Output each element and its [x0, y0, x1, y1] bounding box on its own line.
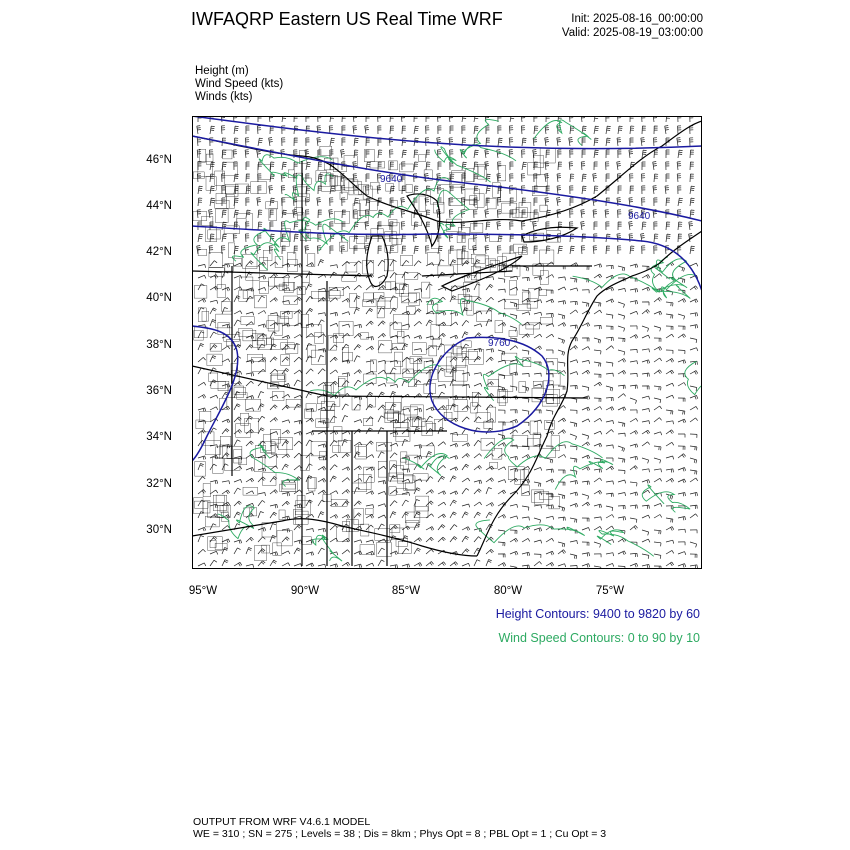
lat-label: 30°N: [146, 524, 172, 536]
lat-label: 46°N: [146, 154, 172, 166]
field-label-winds: Winds (kts): [195, 91, 253, 103]
valid-time: Valid: 2025-08-19_03:00:00: [561, 27, 703, 39]
lat-label: 32°N: [146, 478, 172, 490]
weather-map: [192, 116, 702, 569]
contour-label: 9640: [380, 174, 403, 185]
model-info-line-2: WE = 310 ; SN = 275 ; Levels = 38 ; Dis = 8km ; Phys Opt = 8 ; PBL Opt = 1 ; Cu Opt = 3: [193, 828, 607, 840]
field-label-height: Height (m): [195, 65, 249, 77]
lat-label: 36°N: [146, 385, 172, 397]
map-title: IWFAQRP Eastern US Real Time WRF: [191, 9, 503, 29]
init-time: Init: 2025-08-16_00:00:00: [571, 13, 703, 25]
contour-label: 9760: [488, 338, 511, 349]
lat-label: 34°N: [146, 431, 172, 443]
lat-label: 40°N: [146, 292, 172, 304]
map-panel: [192, 116, 702, 569]
lon-label: 85°W: [391, 585, 421, 597]
lat-label: 42°N: [146, 246, 172, 258]
wind-contours-legend: Wind Speed Contours: 0 to 90 by 10: [498, 631, 700, 645]
model-info-line-1: OUTPUT FROM WRF V4.6.1 MODEL: [193, 816, 371, 828]
lon-label: 90°W: [290, 585, 320, 597]
contour-label: 9640: [628, 211, 651, 222]
lat-label: 44°N: [146, 200, 172, 212]
height-contours-legend: Height Contours: 9400 to 9820 by 60: [495, 607, 700, 621]
lon-label: 75°W: [595, 585, 625, 597]
lat-label: 38°N: [146, 339, 172, 351]
lon-label: 95°W: [188, 585, 218, 597]
field-label-wind-speed: Wind Speed (kts): [195, 78, 284, 90]
lon-label: 80°W: [493, 585, 523, 597]
